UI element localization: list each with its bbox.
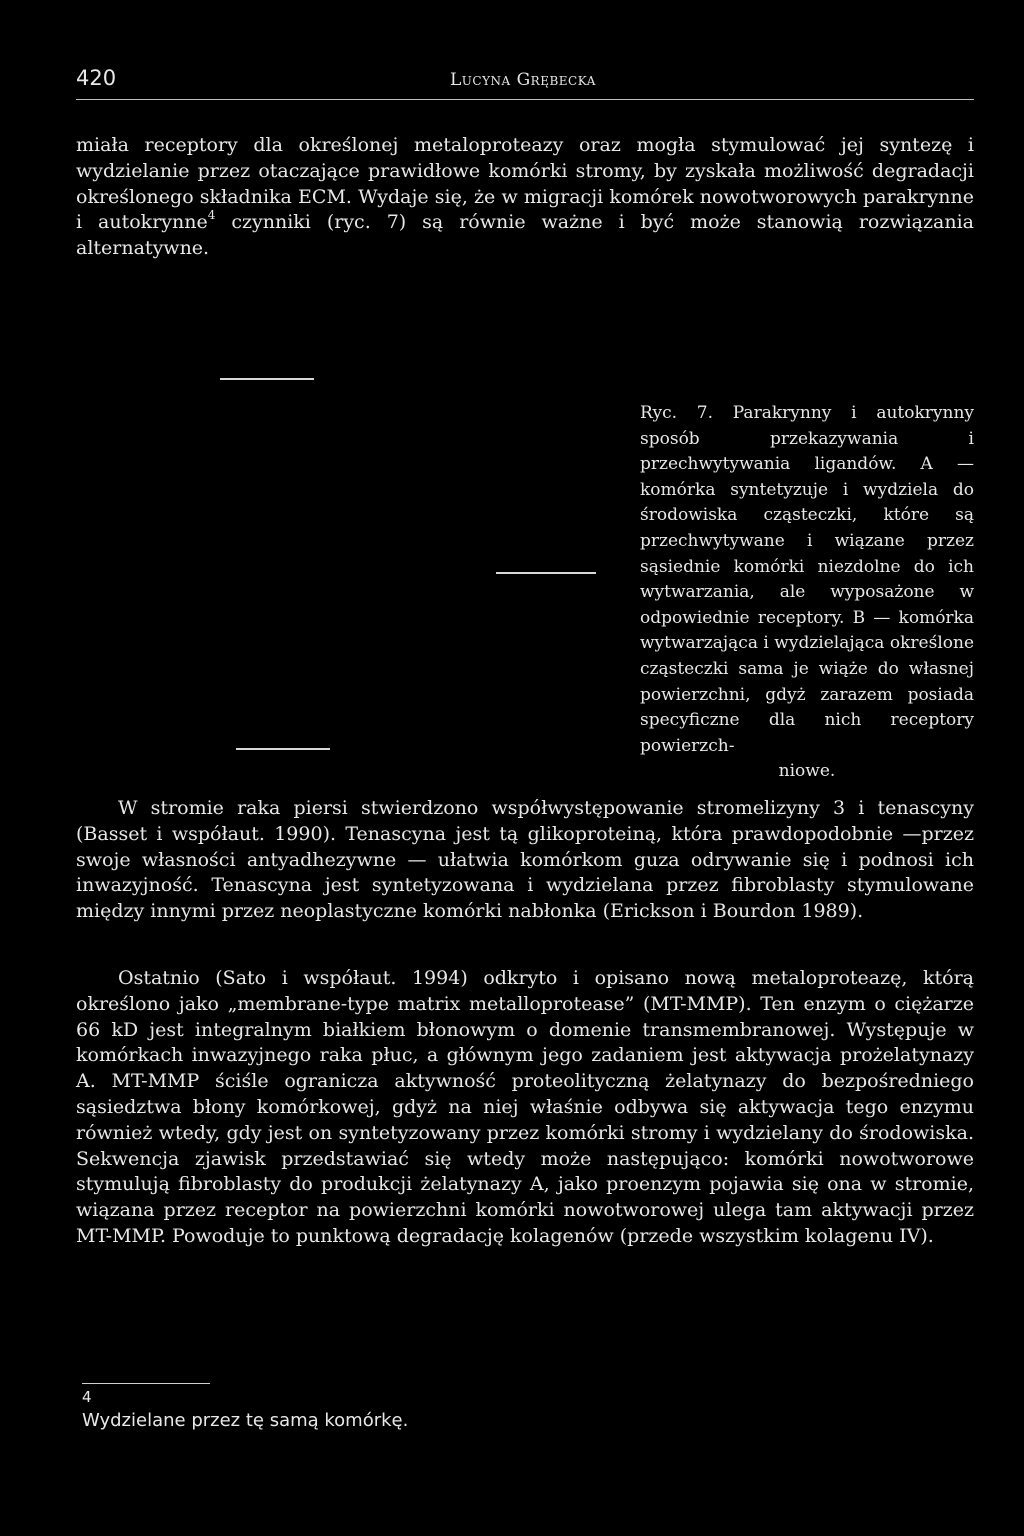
figure-line-top bbox=[220, 378, 314, 380]
figure-line-bottom bbox=[236, 748, 330, 750]
figure-caption-tail: niowe. bbox=[778, 761, 836, 782]
header-rule bbox=[76, 99, 974, 100]
figure-line-middle bbox=[496, 572, 596, 574]
intro-text-part2: czynniki (ryc. 7) są równie ważne i być może stanowią rozwiązania alternatywne. bbox=[76, 211, 974, 260]
figure-caption-main: Ryc. 7. Parakrynny i autokrynny sposób przekazywania i przechwytywania ligandów. A — komórka syntetyzuje i wydziela do środowiska cząsteczki, które są przechwytywane i wiązane przez sąsiednie komórki niezdolne do ich wytwarzania, ale wyposażone w odpowiednie receptory. B — komórka wytwarzająca i wydzielająca określone cząsteczki sama je wiąże do własnej powierzchni, gdyż zarazem posiada specyficzne dla nich receptory powierzch- bbox=[640, 403, 974, 756]
running-header bbox=[76, 66, 974, 100]
footnote-mark: 4 bbox=[82, 1388, 92, 1406]
footnote-reference: 4 bbox=[207, 208, 216, 223]
intro-text-part1: miała receptory dla określonej metaloproteazy oraz mogła stymulować jej syntezę i wydzielanie przez otaczające prawidłowe komórki stromy, by zyskała możliwość degradacji określonego składnika ECM. Wydaje się, że w migracji komórek nowotworowych parakrynne i autokrynne bbox=[76, 134, 974, 234]
footnote-text: Wydzielane przez tę samą komórkę. bbox=[82, 1410, 409, 1431]
running-head-author: Lucyna Grębecka bbox=[450, 70, 596, 90]
figure-7-illustration bbox=[76, 370, 626, 790]
figure-caption bbox=[640, 401, 974, 785]
body-paragraph-1: W stromie raka piersi stwierdzono współwystępowanie stromelizyny 3 i tenascyny (Basset i współaut. 1990). Tenascyna jest tą glikoproteiną, która prawdopodobnie —przez swoje własności antyadhezywne — ułatwia komórkom guza odrywanie się i podnosi ich inwazyjność. Tenascyna jest syntetyzowana i wydzielana przez fibroblasty stymulowane między innymi przez neoplastyczne komórki nabłonka (Erickson i Bourdon 1989). bbox=[76, 797, 974, 923]
footnote-rule bbox=[82, 1383, 210, 1384]
page-number: 420 bbox=[76, 66, 117, 90]
body-paragraph-2: Ostatnio (Sato i współaut. 1994) odkryto i opisano nową metaloproteazę, którą określono jako „membrane-type matrix metalloprotease” (MT-MMP). Ten enzym o ciężarze 66 kD jest integralnym białkiem błonowym o domenie transmembranowej. Występuje w komórkach inwazyjnego raka płuc, a głównym jego zadaniem jest aktywacja prożelatynazy A. MT-MMP ściśle ogranicza aktywność proteolityczną żelatynazy do bezpośredniego sąsiedztwa błony komórkowej, gdyż na niej właśnie odbywa się aktywacja tego enzymu również wtedy, gdy jest on syntetyzowany przez komórki stromy i wydzielany do środowiska. Sekwencja zjawisk przedstawiać się wtedy może następująco: komórki nowotworowe stymulują fibroblasty do produkcji żelatynazy A, jako proenzym pojawia się ona w stromie, wiązana przez receptor na powierzchni komórki nowotworowej ulega tam aktywacji przez MT-MMP. Powoduje to punktową degradację kolagenów (przede wszystkim kolagenu IV). bbox=[76, 967, 974, 1247]
intro-paragraph bbox=[76, 133, 974, 262]
